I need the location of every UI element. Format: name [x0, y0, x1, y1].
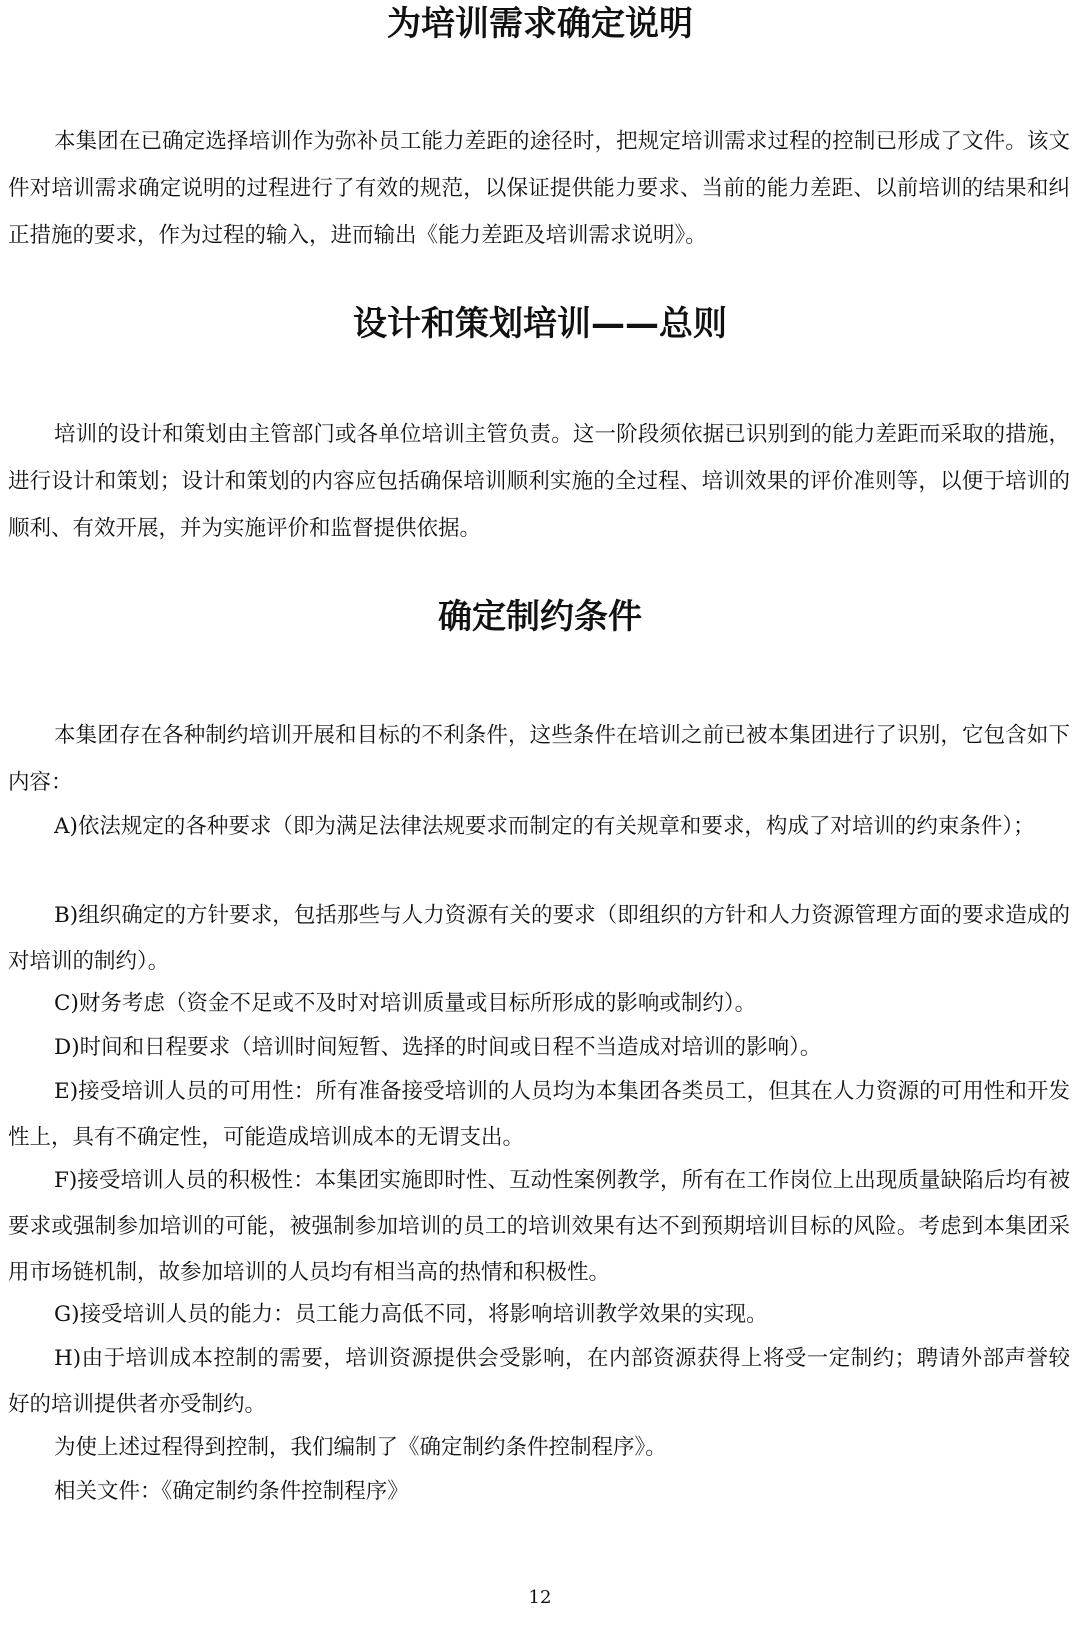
page-number: 12: [528, 1587, 552, 1608]
related-documents: 相关文件：《确定制约条件控制程序》: [54, 1479, 409, 1504]
constraint-item-c: C)财务考虑（资金不足或不及时对培训质量或目标所形成的影响或制约）。: [54, 991, 757, 1016]
constraint-item-a: A)依法规定的各种要求（即为满足法律法规要求而制定的有关规章和要求，构成了对培训的约束条件）；: [54, 814, 1035, 839]
constraint-item-e: E)接受培训人员的可用性：所有准备接受培训的人员均为本集团各类员工，但其在人力资源的可用性和开发性上，具有不确定性，可能造成培训成本的无谓支出。: [8, 1079, 1070, 1150]
paragraph-closing: 为使上述过程得到控制，我们编制了《确定制约条件控制程序》。: [54, 1435, 667, 1460]
section-heading-training-needs: 为培训需求确定说明: [387, 4, 693, 44]
paragraph-constraints-intro: 本集团存在各种制约培训开展和目标的不利条件，这些条件在培训之前已被本集团进行了识别，它包含如下内容：: [8, 723, 1070, 795]
constraint-item-b: B)组织确定的方针要求，包括那些与人力资源有关的要求（即组织的方针和人力资源管理方面的要求造成的对培训的制约）。: [8, 903, 1070, 974]
section-heading-constraints: 确定制约条件: [438, 597, 642, 637]
paragraph-design-planning: 培训的设计和策划由主管部门或各单位培训主管负责。这一阶段须依据已识别到的能力差距而采取的措施，进行设计和策划；设计和策划的内容应包括确保培训顺利实施的全过程、培训效果的评价准则等，以便于培训的顺利、有效开展，并为实施评价和监督提供依据。: [8, 422, 1070, 541]
constraint-item-h: H)由于培训成本控制的需要，培训资源提供会受影响，在内部资源获得上将受一定制约；聘请外部声誉较好的培训提供者亦受制约。: [8, 1346, 1070, 1417]
constraint-item-d: D)时间和日程要求（培训时间短暂、选择的时间或日程不当造成对培训的影响）。: [54, 1035, 822, 1060]
constraint-item-g: G)接受培训人员的能力：员工能力高低不同，将影响培训教学效果的实现。: [54, 1302, 768, 1327]
constraint-item-f: F)接受培训人员的积极性：本集团实施即时性、互动性案例教学，所有在工作岗位上出现质量缺陷后均有被要求或强制参加培训的可能，被强制参加培训的员工的培训效果有达不到预期培训目标的风险。考虑到本集团采用市场链机制，故参加培训的人员均有相当高的热情和积极性。: [8, 1168, 1070, 1285]
section-heading-design-planning: 设计和策划培训——总则: [353, 304, 727, 344]
paragraph-training-needs: 本集团在已确定选择培训作为弥补员工能力差距的途径时，把规定培训需求过程的控制已形成了文件。该文件对培训需求确定说明的过程进行了有效的规范，以保证提供能力要求、当前的能力差距、以前培训的结果和纠正措施的要求，作为过程的输入，进而输出《能力差距及培训需求说明》。: [8, 129, 1070, 248]
